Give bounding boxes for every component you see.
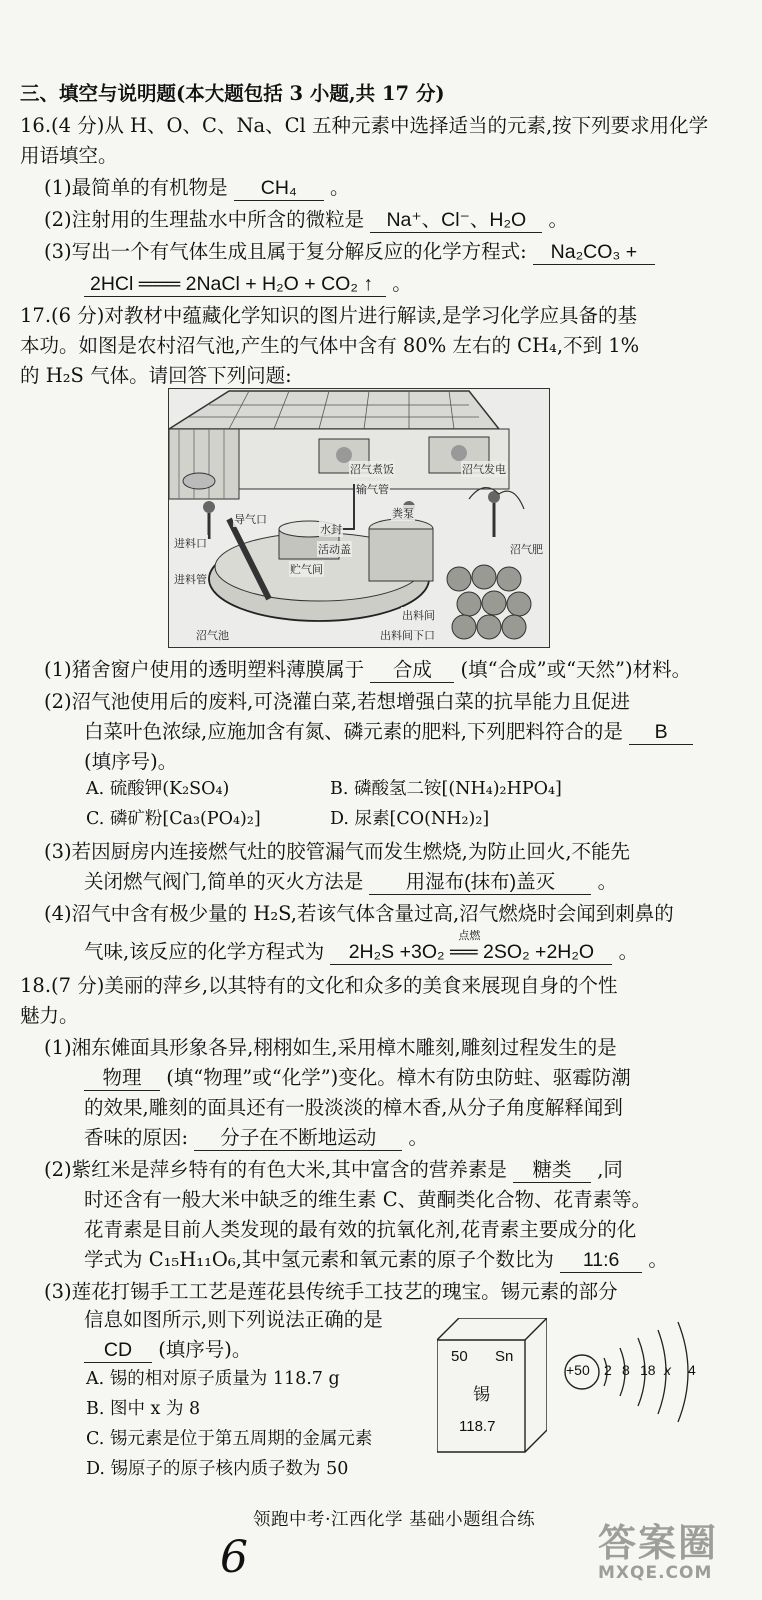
shell-4: x (664, 1362, 671, 1378)
label-storage: 贮气间 (290, 563, 323, 576)
q18-part2-answer2: 11:6 (560, 1248, 642, 1273)
q18-part1-line1: (1)湘东傩面具形象各异,栩栩如生,采用樟木雕刻,雕刻过程发生的是 (44, 1036, 617, 1059)
q18-part2-line1 (44, 1156, 623, 1184)
q16-part1-text: (1)最简单的有机物是 (44, 176, 228, 199)
q17-part2-line2 (84, 718, 693, 746)
q17-part1-tail: (填“合成”或“天然”)材料。 (460, 658, 692, 681)
q18-part1-line2 (84, 1064, 631, 1092)
q16-part1-answer: CH₄ (234, 176, 324, 201)
q16-part3 (44, 238, 655, 266)
q17-part4-condition: 点燃 (458, 929, 481, 942)
element-name: 锡 (473, 1385, 490, 1405)
q16-part1: (1)最简单的有机物是 CH₄ 。 (44, 176, 350, 199)
q16-part2-text: (2)注射用的生理盐水中所含的微粒是 (44, 208, 365, 231)
q17-part4-line1: (4)沼气中含有极少量的 H₂S,若该气体含量过高,沼气燃烧时会闻到刺鼻的 (44, 902, 674, 925)
element-number: 50 (451, 1348, 468, 1365)
shell-1: 2 (604, 1362, 612, 1378)
q17-option-c: C. 磷矿粉[Ca₃(PO₄)₂] (86, 809, 261, 829)
q18-option-b: B. 图中 x 为 8 (86, 1399, 201, 1419)
q16-part2: (2)注射用的生理盐水中所含的微粒是 Na⁺、Cl⁻、H₂O 。 (44, 208, 569, 231)
element-box-outline (437, 1318, 547, 1458)
section-title: 三、填空与说明题(本大题包括 3 小题,共 17 分) (20, 82, 445, 105)
label-inlet-pipe: 进料管 (174, 573, 207, 586)
tin-atom-structure (560, 1318, 720, 1428)
q16-part3-text: (3)写出一个有气体生成且属于复分解反应的化学方程式: (44, 240, 527, 263)
watermark-logo (598, 1512, 748, 1592)
label-power: 沼气发电 (462, 463, 506, 476)
shell-2: 8 (622, 1362, 630, 1378)
q18-part3-line1: (3)莲花打锡手工工艺是莲花县传统手工技艺的瑰宝。锡元素的部分 (44, 1280, 618, 1303)
q16-stem-line2: 用语填空。 (20, 144, 118, 167)
label-cook: 沼气煮饭 (350, 463, 394, 476)
q18-part2-line4: 学式为 C₁₅H₁₁O₆,其中氢元素和氧元素的原子个数比为 11:6 。 (84, 1248, 668, 1271)
q18-part1-answer: 物理 (84, 1066, 160, 1091)
q18-part1-text4: 香味的原因: (84, 1126, 189, 1149)
q17-part3-answer: 用湿布(抹布)盖灭 (369, 870, 591, 895)
shell-5: 4 (688, 1362, 696, 1378)
q18-stem-line1: 18.(7 分)美丽的萍乡,以其特有的文化和众多的美食来展现自身的个性 (20, 974, 618, 997)
footer-text: 领跑中考·江西化学 基础小题组合练 (253, 1510, 536, 1530)
q17-part1-answer: 合成 (370, 658, 454, 683)
q18-part2-tail: ,同 (597, 1158, 623, 1181)
page-number: 6 (220, 1532, 248, 1583)
label-cover: 活动盖 (318, 543, 351, 556)
q17-option-d: D. 尿素[CO(NH₂)₂] (330, 809, 490, 829)
q18-part1-answer2: 分子在不断地运动 (194, 1126, 402, 1151)
q18-part1-line4: 香味的原因: 分子在不断地运动 。 (84, 1126, 428, 1149)
nucleus-charge: +50 (566, 1362, 590, 1378)
element-mass: 118.7 (459, 1418, 496, 1435)
q18-part2-line3: 花青素是目前人类发现的最有效的抗氧化剂,花青素主要成分的化 (84, 1218, 637, 1241)
label-inlet: 进料口 (174, 537, 207, 550)
watermark-cn: 答案圈 (598, 1521, 719, 1565)
label-pipe: 输气管 (356, 483, 389, 496)
label-manure-pump: 粪泵 (392, 507, 414, 520)
tin-element-card (437, 1318, 547, 1458)
q18-part1-line3: 的效果,雕刻的面具还有一股淡淡的樟木香,从分子角度解释闻到 (84, 1096, 623, 1119)
label-fertilizer: 沼气肥 (510, 543, 543, 556)
q18-part2-answer: 糖类 (513, 1158, 591, 1183)
biogas-scene-drawing (169, 389, 549, 647)
label-discharge-bottom: 出料间下口 (380, 629, 435, 642)
q17-part2-line1: (2)沼气池使用后的废料,可浇灌白菜,若想增强白菜的抗旱能力且促进 (44, 690, 631, 713)
q18-option-c: C. 锡元素是位于第五周期的金属元素 (86, 1429, 373, 1449)
q17-part1 (44, 656, 691, 684)
q17-part4-answer: 2H₂S +3O₂ ══ 2SO₂ +2H₂O (330, 940, 612, 965)
label-discharge: 出料间 (402, 609, 435, 622)
q17-part2-line3: (填序号)。 (84, 750, 178, 773)
watermark-url: MXQE.COM (598, 1563, 713, 1583)
q17-stem-line1: 17.(6 分)对教材中蕴藏化学知识的图片进行解读,是学习化学应具备的基 (20, 304, 638, 327)
q16-part2-answer: Na⁺、Cl⁻、H₂O (370, 208, 542, 233)
shell-3: 18 (640, 1362, 656, 1378)
q18-part2-line2: 时还含有一般大米中缺乏的维生素 C、黄酮类化合物、花青素等。 (84, 1188, 652, 1211)
q17-part4-line2: 气味,该反应的化学方程式为 点燃 2H₂S +3O₂ ══ 2SO₂ +2H₂O 。 (84, 938, 638, 966)
q18-part3-line3 (84, 1336, 251, 1364)
q17-part2-text: 白菜叶色浓绿,应施加含有氮、磷元素的肥料,下列肥料符合的是 (84, 720, 623, 743)
q16-part3-answer-b: 2HCl ═══ 2NaCl + H₂O + CO₂ ↑ (84, 272, 386, 297)
q16-stem-line1: 16.(4 分)从 H、O、C、Na、Cl 五种元素中选择适当的元素,按下列要求用化学 (20, 114, 709, 137)
q16-part3-answer-a: Na₂CO₃ + (533, 240, 655, 265)
q18-option-d: D. 锡原子的原子核内质子数为 50 (86, 1459, 349, 1479)
label-outlet: 导气口 (234, 513, 267, 526)
q18-part2-text4: 学式为 C₁₅H₁₁O₆,其中氢元素和氧元素的原子个数比为 (84, 1248, 554, 1271)
q18-part1-tail: (填“物理”或“化学”)变化。樟木有防虫防蛀、驱霉防潮 (166, 1066, 631, 1089)
q17-stem-line3: 的 H₂S 气体。请回答下列问题: (20, 364, 292, 387)
label-pool: 沼气池 (196, 629, 229, 642)
q17-part3-line2: 关闭燃气阀门,简单的灭火方法是 用湿布(抹布)盖灭 。 (84, 870, 618, 893)
q18-part3-tail: (填序号)。 (158, 1338, 252, 1361)
q18-part3-line2: 信息如图所示,则下列说法正确的是 (84, 1308, 383, 1331)
q17-part1-text: (1)猪舍窗户使用的透明塑料薄膜属于 (44, 658, 365, 681)
q17-part4-text: 气味,该反应的化学方程式为 (84, 940, 325, 963)
q17-stem-line2: 本功。如图是农村沼气池,产生的气体中含有 80% 左右的 CH₄,不到 1% (20, 334, 640, 357)
element-symbol: Sn (495, 1348, 514, 1365)
q17-part2-answer: B (629, 720, 693, 745)
q16-part3-cont: 2HCl ═══ 2NaCl + H₂O + CO₂ ↑ 。 (84, 270, 412, 298)
q17-option-a: A. 硫酸钾(K₂SO₄) (86, 779, 230, 799)
q18-part3-answer: CD (84, 1338, 152, 1363)
q18-stem-line2: 魅力。 (20, 1004, 79, 1027)
label-water: 水封 (320, 523, 342, 536)
q18-option-a: A. 锡的相对原子质量为 118.7 g (86, 1369, 340, 1389)
q17-option-b: B. 磷酸氢二铵[(NH₄)₂HPO₄] (330, 779, 562, 799)
q17-part3-line1: (3)若因厨房内连接燃气灶的胶管漏气而发生燃烧,为防止回火,不能先 (44, 840, 631, 863)
q18-part2-text: (2)紫红米是萍乡特有的有色大米,其中富含的营养素是 (44, 1158, 507, 1181)
biogas-pool-illustration (168, 388, 550, 648)
q17-part3-text: 关闭燃气阀门,简单的灭火方法是 (84, 870, 364, 893)
